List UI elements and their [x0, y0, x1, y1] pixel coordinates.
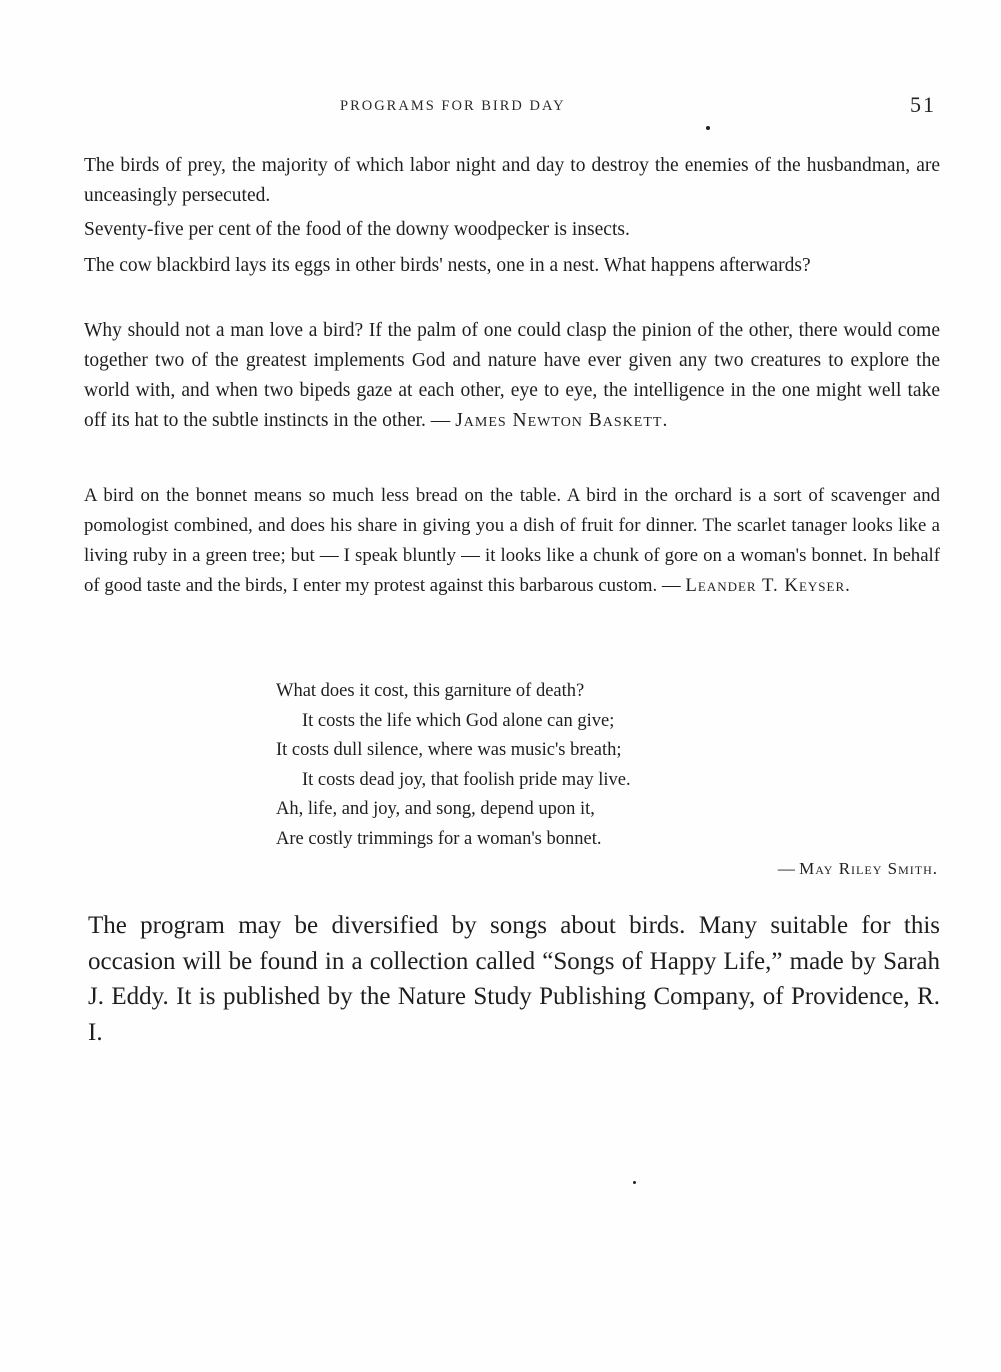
- paragraph-birds-of-prey: The birds of prey, the majority of which labor night and day to destroy the enemies of the husbandman, are unceasingly persecuted.: [84, 155, 940, 206]
- poem-line: It costs dull silence, where was music's breath;: [276, 740, 622, 760]
- poem-line: It costs dead joy, that foolish pride may live.: [302, 769, 631, 790]
- quote-keyser: [84, 481, 940, 601]
- print-speck: [706, 126, 710, 130]
- closing-paragraph: The program may be diversified by songs about birds. Many suitable for this occasion will be found in a collection called “Songs of Happy Life,” made by Sarah J. Eddy. It is published by the Nature Study Publishing Company, of Providence, R. I.: [88, 912, 940, 1046]
- poem-author: May Riley Smith.: [799, 859, 938, 878]
- poem-line: Ah, life, and joy, and song, depend upon it,: [276, 799, 595, 819]
- running-head: PROGRAMS FOR BIRD DAY: [340, 98, 566, 114]
- poem-line: What does it cost, this garniture of death?: [276, 681, 585, 701]
- quote-baskett-author: James Newton Baskett.: [455, 410, 669, 431]
- poem: [276, 677, 940, 884]
- quote-keyser-author: Leander T. Keyser.: [685, 575, 851, 596]
- paragraph-woodpecker: Seventy-five per cent of the food of the downy woodpecker is insects.: [84, 219, 630, 240]
- page-header: [0, 94, 1001, 124]
- poem-attribution: [276, 854, 940, 884]
- poem-line: Are costly trimmings for a woman's bonnet.: [276, 828, 602, 849]
- paragraph-cow-blackbird: The cow blackbird lays its eggs in other birds' nests, one in a nest. What happens afterwards?: [84, 255, 811, 276]
- poem-line: It costs the life which God alone can give;: [302, 710, 615, 731]
- page-number: 51: [910, 92, 936, 117]
- quote-baskett: [84, 316, 940, 436]
- quote-baskett-text: Why should not a man love a bird? If the palm of one could clasp the pinion of the other, there would come together two of the greatest implements God and nature have ever given any two creatures to explore the world with, and when two bipeds gaze at each other, eye to eye, the intelligence in the one might well take off its hat to the subtle instincts in the other. —: [84, 320, 940, 431]
- quote-keyser-text: A bird on the bonnet means so much less bread on the table. A bird in the orchard is a sort of scavenger and pomologist combined, and does his share in giving you a dish of fruit for dinner. The scarlet tanager looks like a living ruby in a green tree; but — I speak bluntly — it looks like a chunk of gore on a woman's bonnet. In behalf of good taste and the birds, I enter my protest against this barbarous custom. —: [84, 485, 940, 596]
- print-speck: [633, 1181, 636, 1184]
- poem-attribution-dash: —: [777, 859, 795, 878]
